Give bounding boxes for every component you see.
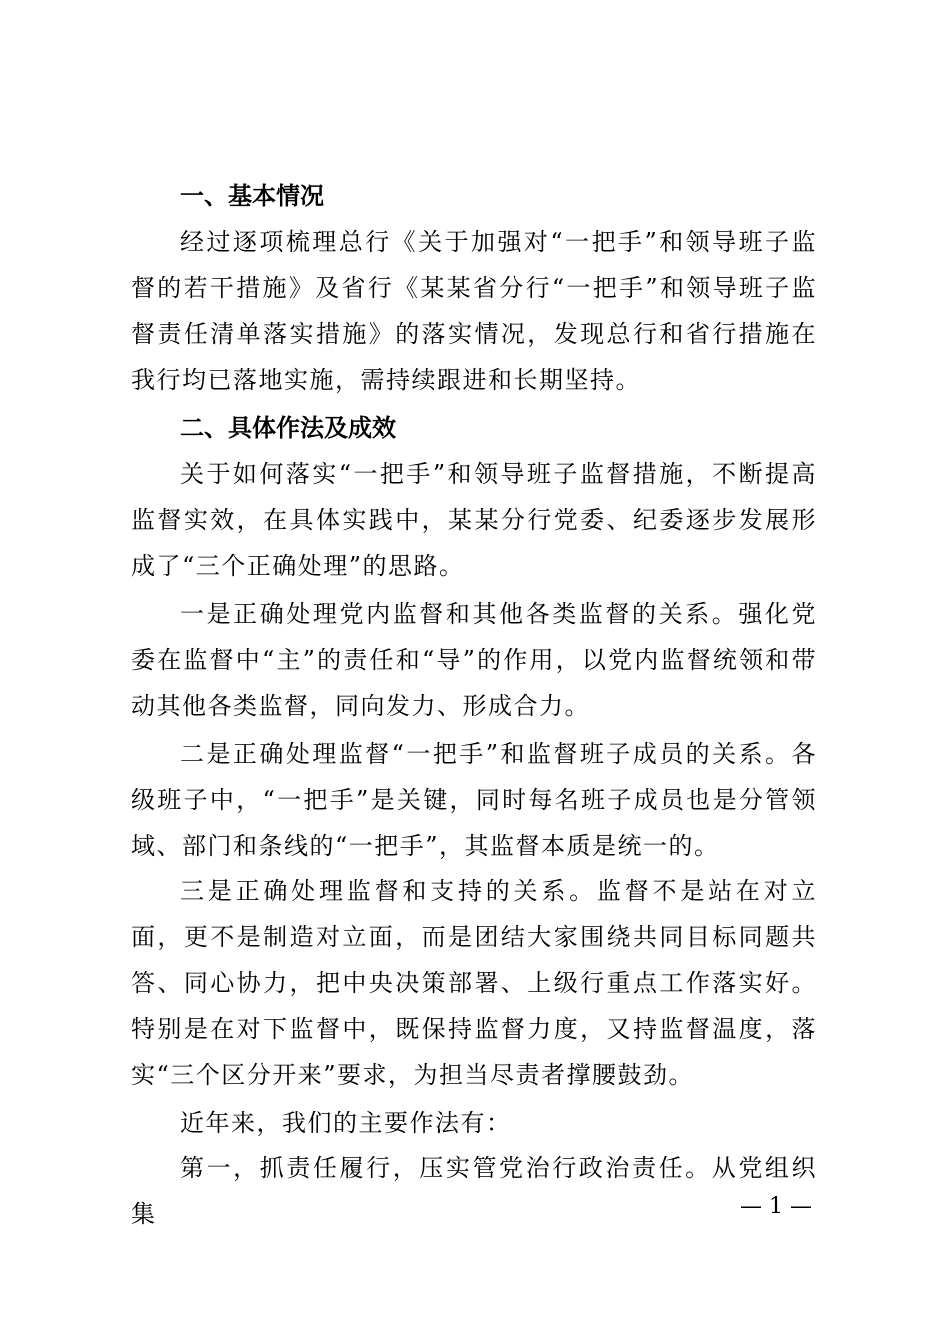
section-heading-basic-situation: 一、基本情况 <box>180 182 324 210</box>
paragraph-main-practices-intro: 近年来，我们的主要作法有： <box>180 1109 512 1137</box>
section-heading-practices-results: 二、具体作法及成效 <box>180 414 396 442</box>
paragraph-review-summary: 经过逐项梳理总行《关于加强对“一把手”和领导班子监督的若干措施》及省行《某某省分行“一把手”和领导班子监督责任清单落实措施》的落实情况，发现总行和省行措施在我行均已落地实施，需持续跟进和长期坚持。 <box>131 228 817 394</box>
page-number: — 1 — <box>740 1194 812 1219</box>
paragraph-three-correct-handlings-intro: 关于如何落实“一把手”和领导班子监督措施，不断提高监督实效，在具体实践中，某某分行党委、纪委逐步发展形成了“三个正确处理”的思路。 <box>131 460 817 580</box>
paragraph-first-handling: 一是正确处理党内监督和其他各类监督的关系。强化党委在监督中“主”的责任和“导”的作用，以党内监督统领和带动其他各类监督，同向发力、形成合力。 <box>131 600 817 720</box>
paragraph-first-practice: 第一，抓责任履行，压实管党治行政治责任。从党组织集 <box>131 1154 817 1228</box>
paragraph-third-handling: 三是正确处理监督和支持的关系。监督不是站在对立面，更不是制造对立面，而是团结大家围绕共同目标同题共答、同心协力，把中央决策部署、上级行重点工作落实好。特别是在对下监督中，既保持监督力度，又持监督温度，落实“三个区分开来”要求，为担当尽责者撑腰鼓劲。 <box>131 877 817 1089</box>
paragraph-second-handling: 二是正确处理监督“一把手”和监督班子成员的关系。各级班子中，“一把手”是关键，同时每名班子成员也是分管领域、部门和条线的“一把手”，其监督本质是统一的。 <box>131 740 817 860</box>
